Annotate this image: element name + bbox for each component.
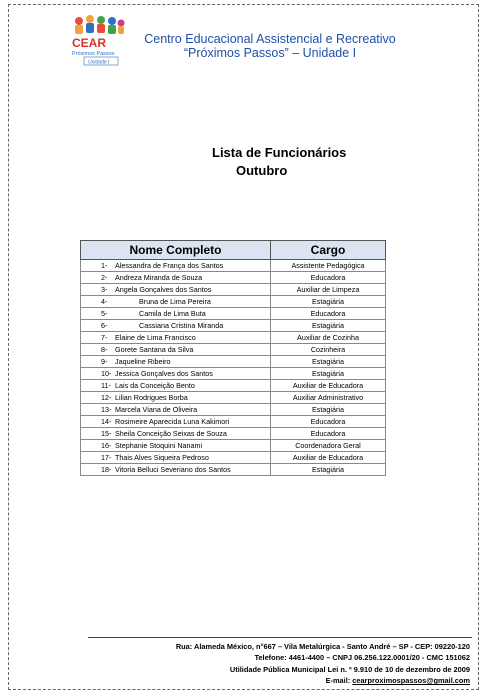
- staff-name-cell: [81, 416, 271, 428]
- staff-table: [80, 240, 386, 476]
- row-number: 5-: [101, 309, 108, 318]
- row-number: 13-: [101, 405, 112, 414]
- row-number: 4-: [101, 297, 108, 306]
- table-row: [81, 464, 386, 476]
- staff-name-cell: [81, 356, 271, 368]
- staff-name: Gorete Santana da Silva: [115, 345, 194, 354]
- row-number: 2-: [101, 273, 108, 282]
- table-row: [81, 296, 386, 308]
- staff-name: Alessandra de França dos Santos: [115, 261, 224, 270]
- staff-role: Auxiliar de Limpeza: [271, 284, 386, 296]
- staff-name-cell: [81, 452, 271, 464]
- staff-role: Auxiliar de Educadora: [271, 380, 386, 392]
- staff-name-cell: [81, 332, 271, 344]
- staff-name-cell: [81, 272, 271, 284]
- row-number: 17-: [101, 453, 112, 462]
- footer-utility: Utilidade Pública Municipal Lei n. º 9.910 de 10 de dezembro de 2009: [229, 664, 470, 674]
- staff-role: Estagiária: [271, 296, 386, 308]
- staff-role: Assistente Pedagógica: [271, 260, 386, 272]
- org-name-line-1: Centro Educacional Assistencial e Recreativo: [144, 32, 396, 46]
- staff-name-cell: [81, 344, 271, 356]
- staff-role: Estagiária: [271, 356, 386, 368]
- table-row: [81, 368, 386, 380]
- staff-name-cell: [81, 440, 271, 452]
- children-logo-icon: [70, 14, 126, 66]
- staff-role: Cozinheira: [271, 344, 386, 356]
- staff-name-cell: [81, 260, 271, 272]
- row-number: 1-: [101, 261, 108, 270]
- org-name-line-2: “Próximos Passos” – Unidade I: [183, 46, 357, 60]
- header-role: Cargo: [271, 241, 386, 260]
- svg-text:Próximos Passos: Próximos Passos: [72, 51, 115, 57]
- list-title: [140, 144, 410, 180]
- staff-role: Coordenadora Geral: [271, 440, 386, 452]
- staff-name-cell: [81, 284, 271, 296]
- staff-name: Jessica Gonçalves dos Santos: [115, 369, 213, 378]
- staff-name-cell: [81, 368, 271, 380]
- table-row: [81, 440, 386, 452]
- organization-name: [140, 32, 400, 60]
- staff-name-cell: [81, 404, 271, 416]
- table-row: [81, 332, 386, 344]
- cear-logo: [70, 14, 126, 66]
- table-row: [81, 452, 386, 464]
- staff-name: Marcela Viana de Oliveira: [115, 405, 198, 414]
- table-header-row: [81, 241, 386, 260]
- footer-email-line: [96, 675, 470, 686]
- footer: [96, 641, 470, 687]
- row-number: 15-: [101, 429, 112, 438]
- staff-role: Auxiliar Administrativo: [271, 392, 386, 404]
- staff-name: Angela Gonçalves dos Santos: [115, 285, 212, 294]
- table-row: [81, 320, 386, 332]
- staff-role: Educadora: [271, 428, 386, 440]
- staff-name-cell: [81, 296, 271, 308]
- staff-name: Rosimeire Aparecida Luna Kakimori: [115, 417, 230, 426]
- footer-address: Rua: Alameda México, n°667 – Vila Metalúrgica - Santo André – SP - CEP: 09220-120: [175, 642, 470, 651]
- row-number: 8-: [101, 345, 108, 354]
- row-number: 14-: [101, 417, 112, 426]
- staff-role: Auxiliar de Educadora: [271, 452, 386, 464]
- svg-text:CEAR: CEAR: [72, 36, 107, 50]
- staff-name-cell: [81, 320, 271, 332]
- table-row: [81, 272, 386, 284]
- staff-role: Estagiária: [271, 320, 386, 332]
- table-row: [81, 356, 386, 368]
- staff-name-cell: [81, 308, 271, 320]
- footer-email-label: E-mail:: [325, 676, 353, 686]
- staff-role: Educadora: [271, 416, 386, 428]
- staff-name: Cassiana Cristina Miranda: [139, 321, 224, 330]
- row-number: 7-: [101, 333, 108, 342]
- table-row: [81, 428, 386, 440]
- row-number: 3-: [101, 285, 108, 294]
- table-row: [81, 380, 386, 392]
- staff-role: Estagiária: [271, 368, 386, 380]
- footer-phone: Telefone: 4461-4400 – CNPJ 06.256.122.0001/20 - CMC 151062: [254, 653, 470, 663]
- staff-role: Estagiária: [271, 464, 386, 476]
- staff-name-cell: [81, 392, 271, 404]
- staff-role: Educadora: [271, 272, 386, 284]
- row-number: 6-: [101, 321, 108, 330]
- footer-divider: [88, 637, 472, 638]
- list-title-main: Lista de Funcionários: [212, 145, 347, 160]
- table-row: [81, 404, 386, 416]
- table-row: [81, 260, 386, 272]
- staff-name: Elaine de Lima Francisco: [115, 333, 196, 342]
- staff-name: Jaqueline Ribeiro: [115, 357, 171, 366]
- table-row: [81, 284, 386, 296]
- staff-name: Thais Alves Siqueira Pedroso: [115, 453, 209, 462]
- row-number: 11-: [101, 381, 111, 390]
- table-row: [81, 416, 386, 428]
- staff-name-cell: [81, 464, 271, 476]
- header-name: Nome Completo: [81, 241, 271, 260]
- staff-role: Educadora: [271, 308, 386, 320]
- list-title-month: Outubro: [236, 163, 288, 178]
- staff-role: Auxiliar de Cozinha: [271, 332, 386, 344]
- staff-name: Sheila Conceição Seixas de Souza: [115, 429, 227, 438]
- staff-role: Estagiária: [271, 404, 386, 416]
- table-row: [81, 344, 386, 356]
- svg-text:Unidade I: Unidade I: [88, 59, 110, 66]
- row-number: 16-: [101, 441, 112, 450]
- row-number: 9-: [101, 357, 108, 366]
- row-number: 10-: [101, 369, 112, 378]
- row-number: 18-: [101, 465, 112, 474]
- footer-email-link[interactable]: cearproximospassos@gmail.com: [352, 676, 470, 686]
- staff-name-cell: [81, 428, 271, 440]
- row-number: 12-: [101, 393, 112, 402]
- staff-name: Lilian Rodrigues Borba: [115, 393, 188, 402]
- staff-name: Stephanie Stoquini Nanami: [115, 441, 203, 450]
- staff-name: Vitoria Belluci Severiano dos Santos: [115, 465, 231, 474]
- staff-table-body: [81, 260, 386, 476]
- table-row: [81, 308, 386, 320]
- staff-name: Camila de Lima Buta: [139, 309, 206, 318]
- table-row: [81, 392, 386, 404]
- staff-name-cell: [81, 380, 271, 392]
- staff-name: Lais da Conceição Bento: [115, 381, 195, 390]
- staff-name: Andreza Miranda de Souza: [115, 273, 203, 282]
- staff-name: Bruna de Lima Pereira: [139, 297, 211, 306]
